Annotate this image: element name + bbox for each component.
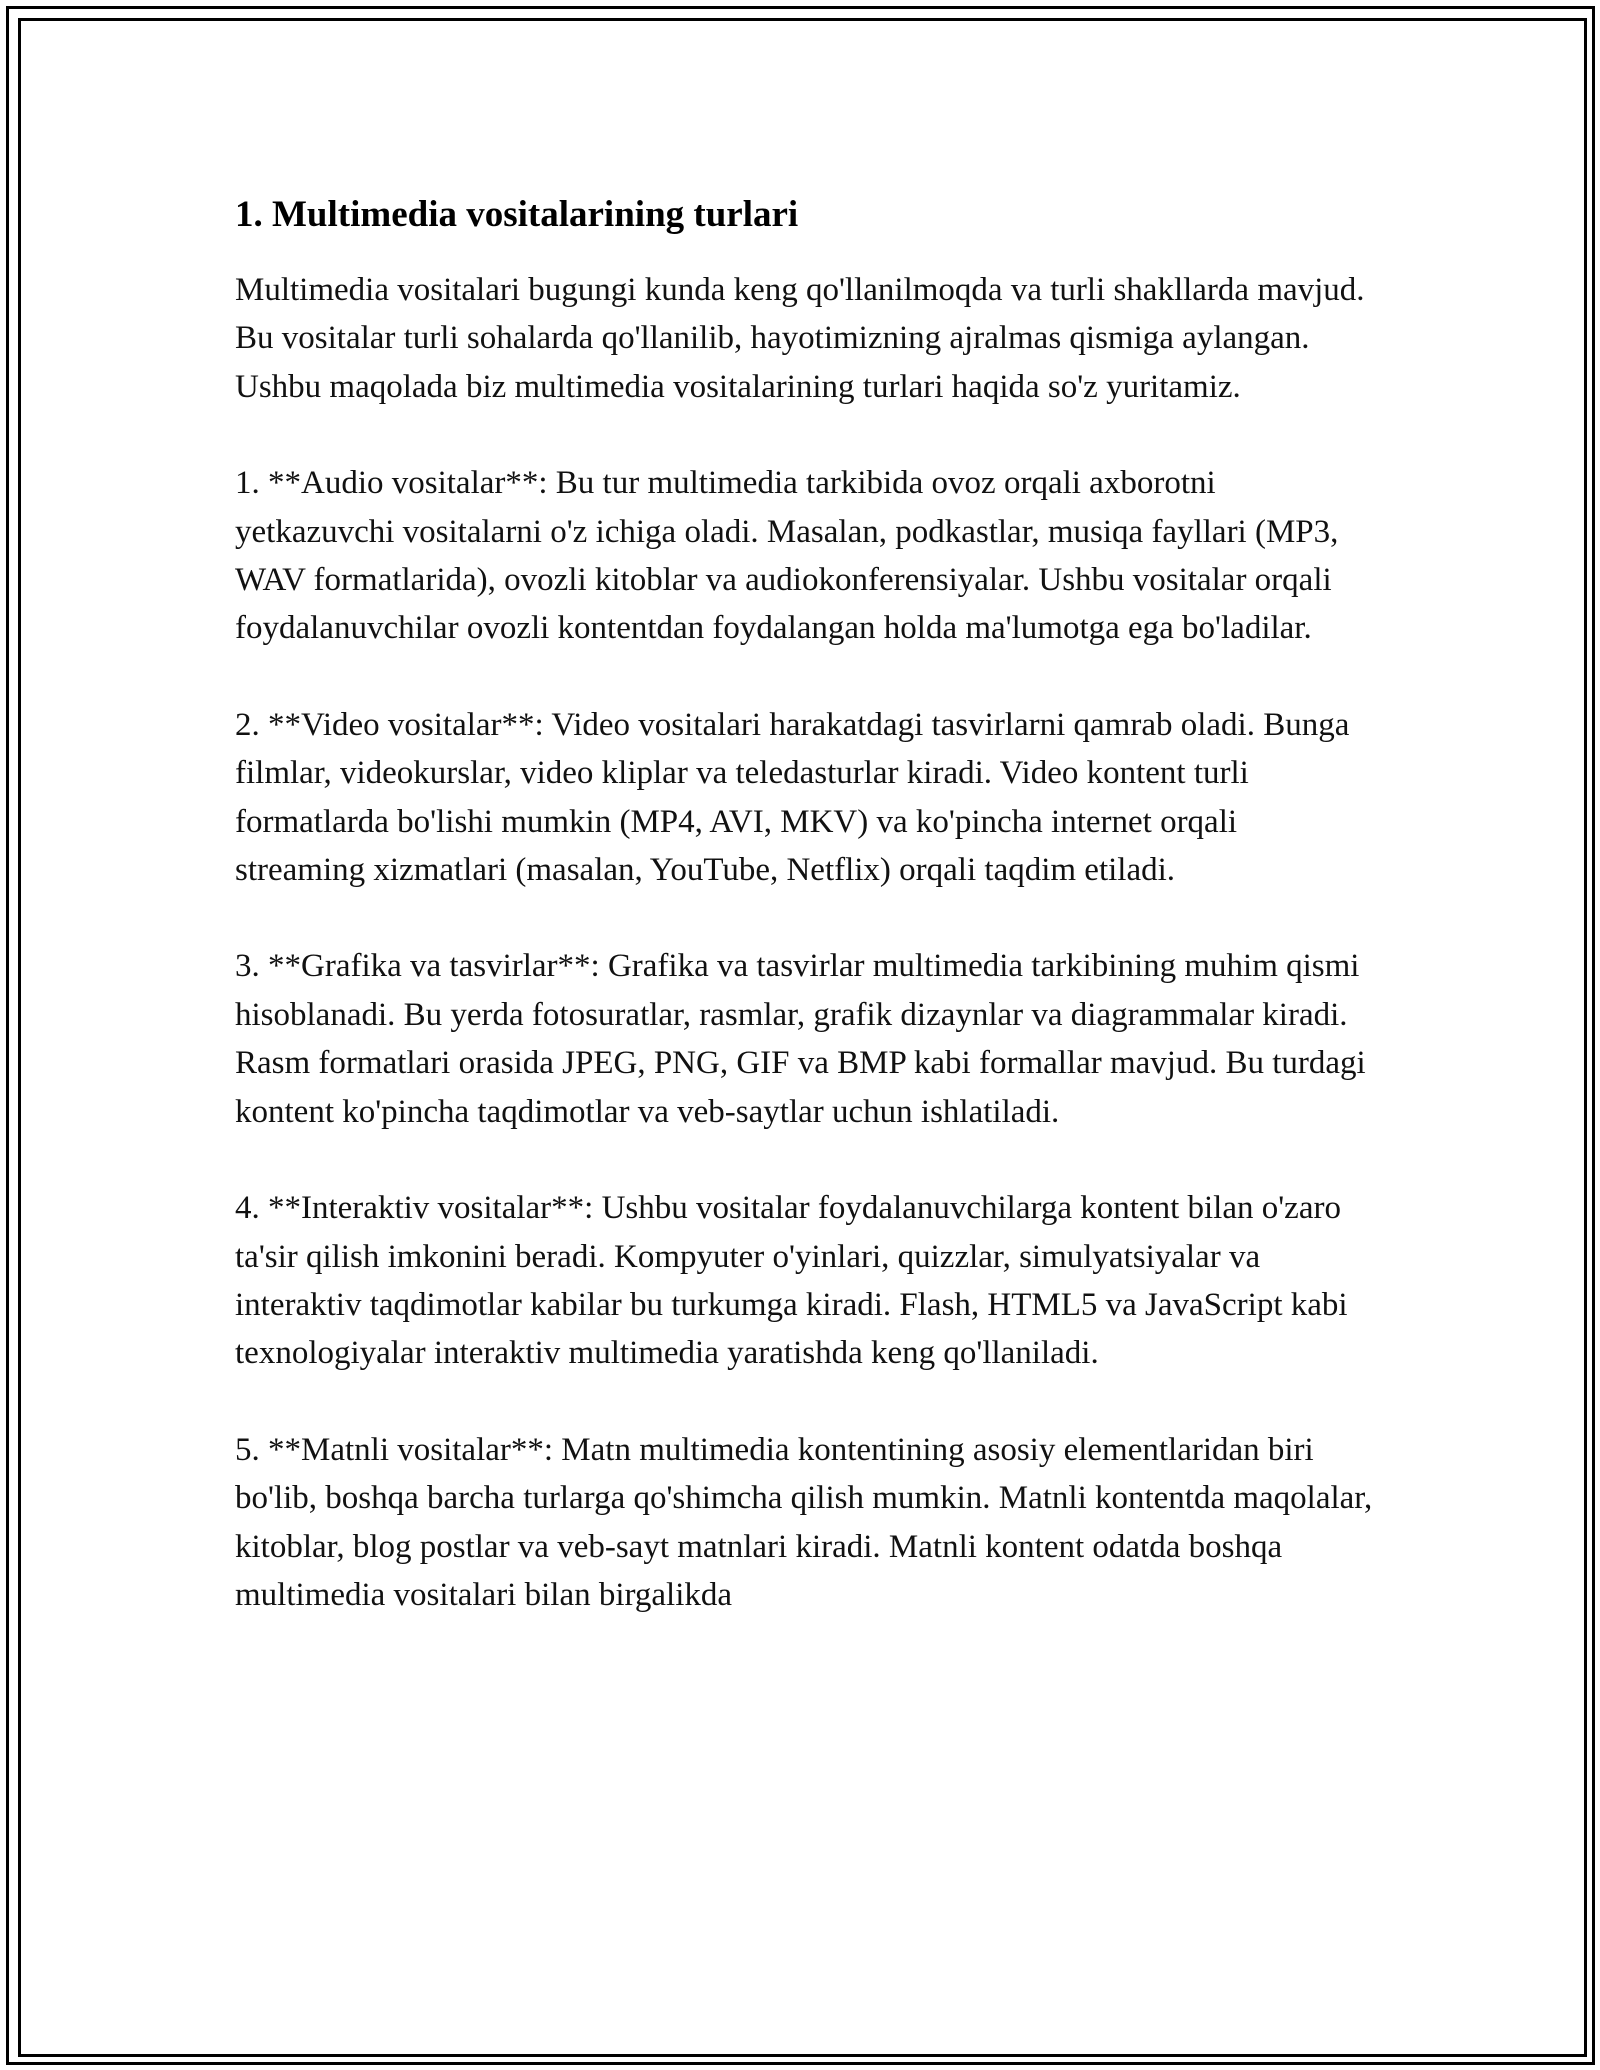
interactive-paragraph: 4. **Interaktiv vositalar**: Ushbu vositalar foydalanuvchilarga kontent bilan o'zaro ta'sir qilish imkonini beradi. Kompyuter o'yinlari, quizzlar, simulyatsiyalar va interaktiv taqdimotlar kabilar bu turkumga kiradi. Flash, HTML5 va JavaScript kabi texnologiyalar interaktiv multimedia yaratishda keng qo'llaniladi. xyxy=(235,1190,1348,1372)
document-body xyxy=(235,190,1375,1667)
page-title: 1. Multimedia vositalarining turlari xyxy=(235,194,799,235)
text-paragraph: 5. **Matnli vositalar**: Matn multimedia kontentining asosiy elementlaridan biri bo'lib, boshqa barcha turlarga qo'shimcha qilish mumkin. Matnli kontentda maqolalar, kitoblar, blog postlar va veb-sayt matnlari kiradi. Matnli kontent odatda boshqa multimedia vositalari bilan birgalikda xyxy=(235,1431,1373,1613)
video-paragraph: 2. **Video vositalar**: Video vositalari harakatdagi tasvirlarni qamrab oladi. Bunga filmlar, videokurslar, video kliplar va teledasturlar kiradi. Video kontent turli formatlarda bo'lishi mumkin (MP4, AVI, MKV) va ko'pincha internet orqali streaming xizmatlari (masalan, YouTube, Netflix) orqali taqdim etiladi. xyxy=(235,706,1350,889)
graphics-paragraph: 3. **Grafika va tasvirlar**: Grafika va tasvirlar multimedia tarkibining muhim qismi hisoblanadi. Bu yerda fotosuratlar, rasmlar, grafik dizaynlar va diagrammalar kiradi. Rasm formatlari orasida JPEG, PNG, GIF va BMP kabi formallar mavjud. Bu turdagi kontent ko'pincha taqdimotlar va veb-saytlar uchun ishlatiladi. xyxy=(235,948,1366,1130)
intro-paragraph: Multimedia vositalari bugungi kunda keng qo'llanilmoqda va turli shakllarda mavjud. Bu vositalar turli sohalarda qo'llanilib, hayotimizning ajralmas qismiga aylangan. Ushbu maqolada biz multimedia vositalarining turlari haqida so'z yuritamiz. xyxy=(235,272,1365,405)
audio-paragraph: 1. **Audio vositalar**: Bu tur multimedia tarkibida ovoz orqali axborotni yetkazuvchi vositalarni o'z ichiga oladi. Masalan, podkastlar, musiqa fayllari (MP3, WAV formatlarida), ovozli kitoblar va audiokonferensiyalar. Ushbu vositalar orqali foydalanuvchilar ovozli kontentdan foydalangan holda ma'lumotga ega bo'ladilar. xyxy=(235,465,1339,647)
